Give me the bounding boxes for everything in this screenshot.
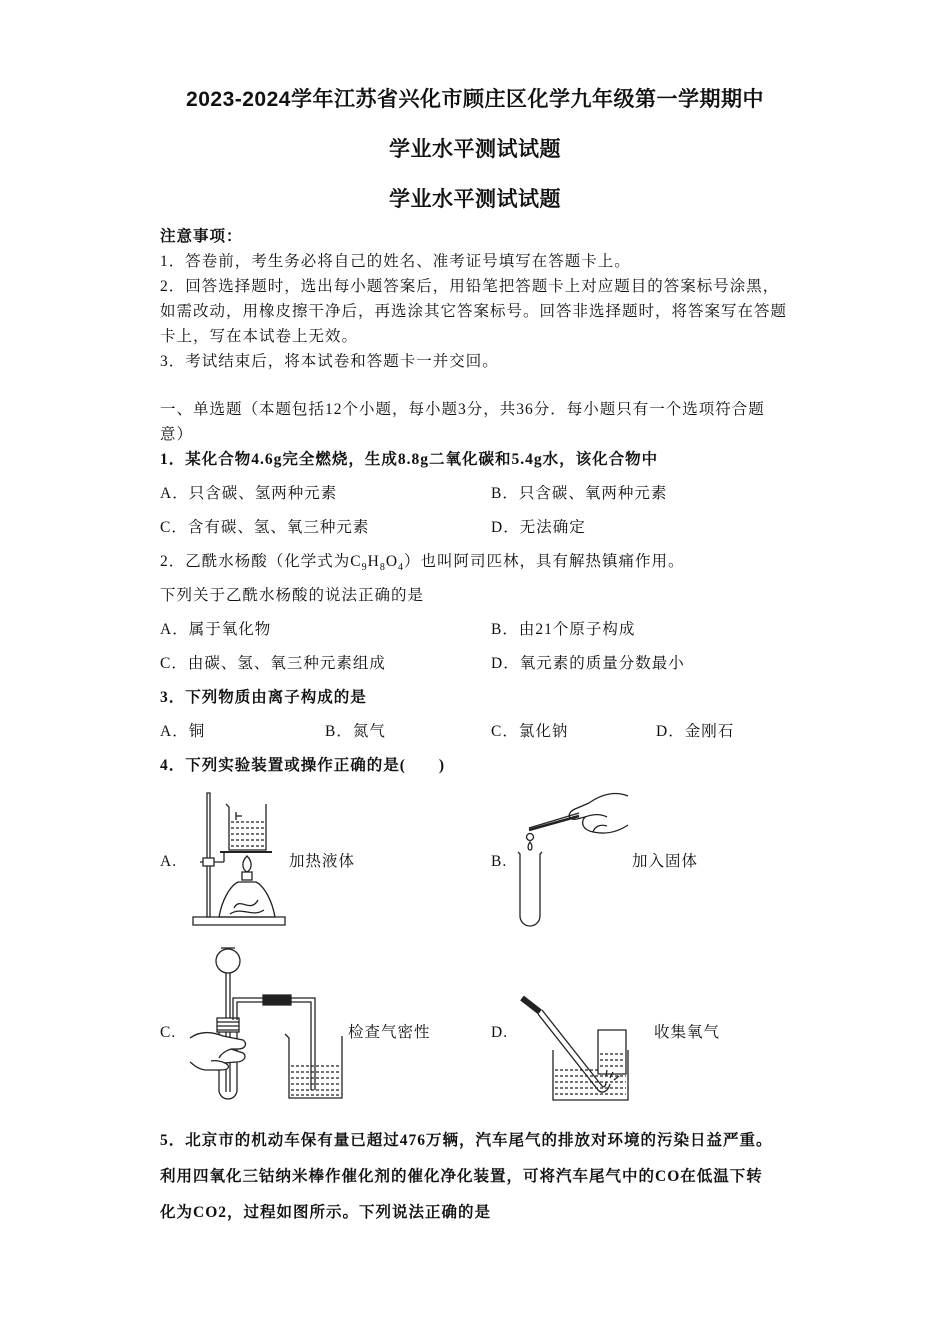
formula-element-c: C — [350, 553, 362, 570]
iron-stand-rod — [207, 793, 210, 917]
rubber-tubing — [522, 998, 540, 1012]
formula-element-o: O — [385, 553, 399, 570]
gas-collecting-bottle — [598, 1030, 626, 1074]
q3-option-d: D．金刚石 — [656, 723, 735, 740]
notice-item-2-line1: 2．回答选择题时，选出每小题答案后，用铅笔把答题卡上对应题目的答案标号涂黑， — [160, 278, 780, 295]
q4-option-c-caption: 检查气密性 — [348, 1024, 431, 1041]
formula-element-h: H — [367, 553, 380, 570]
notice-item-2-line3: 卡上，写在本试卷上无效。 — [160, 328, 359, 345]
q2-stem-question: 下列关于乙酰水杨酸的说法正确的是 — [160, 587, 425, 604]
exam-title-line2: 学业水平测试试题 — [389, 138, 561, 161]
exam-title-line1: 2023-2024学年江苏省兴化市顾庄区化学九年级第一学期期中 — [186, 88, 764, 111]
q3-option-c: C．氯化钠 — [491, 723, 569, 740]
q4-option-d-caption: 收集氧气 — [654, 1024, 721, 1041]
chemical-formula — [350, 553, 404, 570]
formula-subscript-o: 4 — [398, 562, 405, 572]
q2-option-d: D．氧元素的质量分数最小 — [491, 655, 685, 672]
q4-option-a-letter: A. — [160, 853, 178, 870]
oxygen-collection-figure — [518, 988, 633, 1103]
airtightness-check-figure — [185, 942, 350, 1104]
q2-option-b: B．由21个原子构成 — [491, 621, 636, 638]
q3-option-a: A．铜 — [160, 723, 206, 740]
q3-option-b: B．氮气 — [325, 723, 386, 740]
q4-option-c-letter: C. — [160, 1024, 177, 1041]
q1-option-c: C．含有碳、氢、氧三种元素 — [160, 519, 370, 536]
delivery-tube-inner — [237, 1002, 311, 1090]
thistle-funnel-bulb — [216, 949, 240, 973]
lamp-flame — [243, 856, 251, 872]
solid-granule — [527, 834, 534, 841]
q3-stem: 3．下列物质由离子构成的是 — [160, 689, 367, 706]
q1-stem: 1．某化合物4.6g完全燃烧，生成8.8g二氧化碳和5.4g水，该化合物中 — [160, 451, 659, 468]
delivery-tube-inner — [542, 1010, 606, 1087]
q2-option-a: A．属于氧化物 — [160, 621, 272, 638]
q1-option-d: D．无法确定 — [491, 519, 586, 536]
q2-option-c: C．由碳、氢、氧三种元素组成 — [160, 655, 386, 672]
formula-subscript-h: 8 — [379, 562, 386, 572]
beaker — [226, 804, 266, 850]
q1-option-b: B．只含碳、氧两种元素 — [491, 485, 668, 502]
notice-item-2-line2: 如需改动，用橡皮擦干净后，再选涂其它答案标号。回答非选择题时，将答案写在答题 — [160, 303, 788, 320]
tweezers-arm — [529, 813, 579, 828]
tweezers — [529, 816, 579, 830]
solid-piece — [528, 842, 532, 850]
lamp-wick-holder — [242, 872, 252, 880]
q4-stem: 4．下列实验装置或操作正确的是( ) — [160, 757, 446, 774]
notice-heading: 注意事项： — [160, 228, 243, 245]
notice-item-1: 1．答卷前，考生务必将自己的姓名、准考证号填写在答题卡上。 — [160, 253, 631, 270]
rubber-tubing — [263, 995, 291, 1005]
heating-liquid-figure — [190, 790, 290, 930]
notice-item-3: 3．考试结束后，将本试卷和答题卡一并交回。 — [160, 353, 499, 370]
q2-stem-post: ）也叫阿司匹林，具有解热镇痛作用。 — [404, 553, 685, 570]
q5-stem-line1: 5．北京市的机动车保有量已超过476万辆，汽车尾气的排放对环境的污染日益严重。 — [160, 1132, 773, 1149]
q2-stem-pre: 2．乙酰水杨酸（化学式为 — [160, 553, 351, 570]
q5-stem-line2: 利用四氧化三钴纳米棒作催化剂的催化净化装置，可将汽车尾气中的CO在低温下转 — [160, 1168, 763, 1185]
q2-stem — [160, 552, 685, 572]
q4-option-b-caption: 加入固体 — [632, 853, 699, 870]
q4-option-a-caption: 加热液体 — [289, 853, 356, 870]
formula-subscript-c: 9 — [361, 562, 368, 572]
q4-option-b-letter: B. — [491, 853, 508, 870]
adding-solid-figure — [515, 790, 635, 932]
section-heading-line2: 意） — [160, 426, 194, 443]
iron-stand-base — [193, 917, 285, 925]
q4-option-d-letter: D. — [491, 1024, 509, 1041]
lamp-liquid-swirl — [230, 900, 264, 914]
section-heading-line1: 一、单选题（本题包括12个小题，每小题3分，共36分．每小题只有一个选项符合题 — [160, 401, 765, 418]
test-tube — [518, 852, 542, 926]
clamp-boss — [203, 858, 214, 866]
q1-option-a: A．只含碳、氢两种元素 — [160, 485, 338, 502]
exam-title-line3: 学业水平测试试题 — [389, 188, 561, 211]
q5-stem-line3: 化为CO2，过程如图所示。下列说法正确的是 — [160, 1204, 492, 1221]
